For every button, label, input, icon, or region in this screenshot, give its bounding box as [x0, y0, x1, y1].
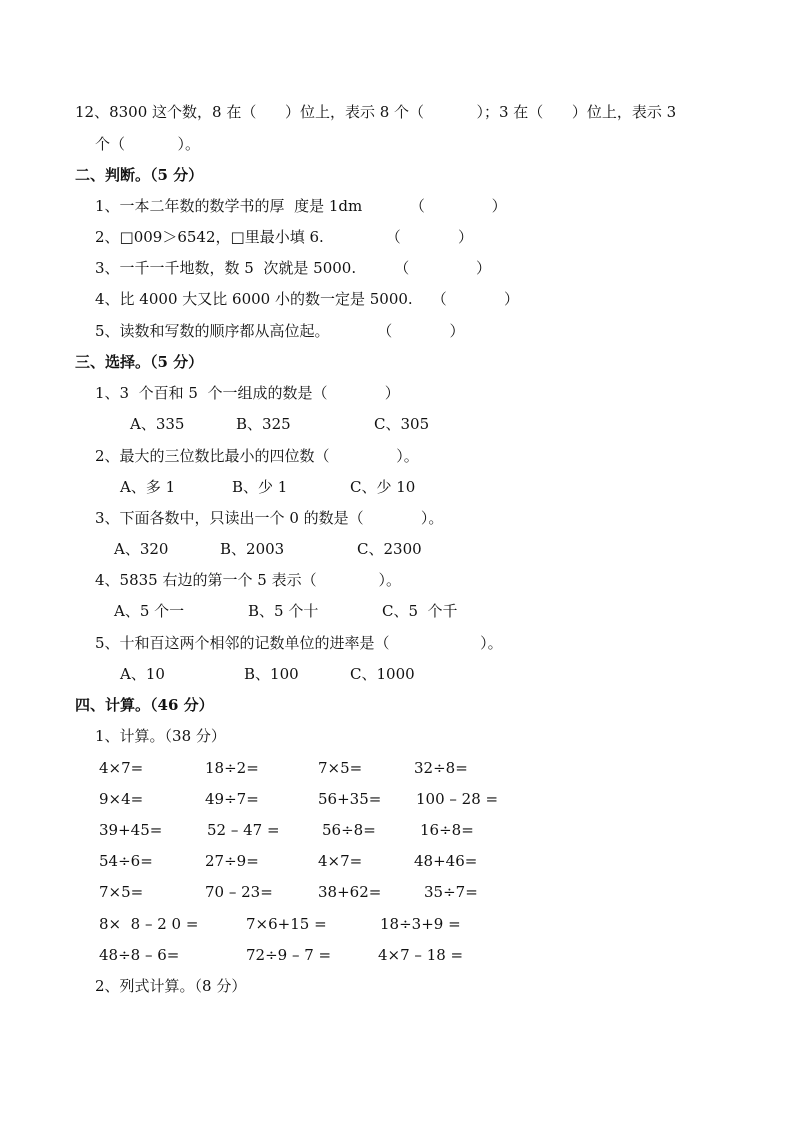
calc-r5-c1: 7×5=	[99, 883, 144, 901]
choice-5-option-a: A、10	[120, 665, 165, 683]
section-2-heading: 二、判断。（5 分）	[75, 166, 204, 184]
choice-3-option-a: A、320	[114, 540, 169, 558]
calc-r5-c3: 38+62=	[318, 883, 382, 901]
calc-r4-c2: 27÷9=	[205, 852, 259, 870]
choice-question-5: 5、十和百这两个相邻的记数单位的进率是（ ）。	[95, 634, 503, 652]
choice-question-3: 3、下面各数中，只读出一个 0 的数是（ ）。	[95, 509, 444, 527]
section-4-heading: 四、计算。（46 分）	[75, 696, 214, 714]
choice-1-option-c: C、305	[374, 415, 430, 433]
judge-item-5: 5、读数和写数的顺序都从高位起。 （ ）	[95, 322, 465, 340]
calc-r5-c2: 70 – 23=	[205, 883, 273, 901]
calc-r7-c3: 4×7 – 18 =	[378, 946, 464, 964]
calc-r3-c2: 52 – 47 =	[207, 821, 280, 839]
judge-item-1: 1、一本二年数的数学书的厚 度是 1dm （ ）	[95, 197, 507, 215]
choice-2-option-c: C、少 10	[350, 478, 416, 496]
question-12-line-1: 12、8300 这个数，8 在（ ）位上，表示 8 个（ ）；3 在（ ）位上，表示 3	[75, 103, 677, 121]
calc-r4-c3: 4×7=	[318, 852, 363, 870]
choice-3-option-b: B、2003	[220, 540, 285, 558]
choice-5-option-b: B、100	[244, 665, 299, 683]
choice-1-option-a: A、335	[130, 415, 185, 433]
calc-r2-c3: 56+35=	[318, 790, 382, 808]
calc-r7-c1: 48÷8 – 6=	[99, 946, 180, 964]
choice-4-option-a: A、5 个一	[114, 602, 185, 620]
question-12-line-2: 个（ ）。	[95, 135, 200, 153]
calc-r2-c4: 100 – 28 =	[416, 790, 499, 808]
choice-1-option-b: B、325	[236, 415, 291, 433]
choice-question-1: 1、3 个百和 5 个一组成的数是（ ）	[95, 384, 400, 402]
calc-r1-c4: 32÷8=	[414, 759, 468, 777]
choice-question-2: 2、最大的三位数比最小的四位数（ ）。	[95, 447, 419, 465]
calc-r1-c3: 7×5=	[318, 759, 363, 777]
calc-r5-c4: 35÷7=	[424, 883, 478, 901]
choice-question-4: 4、5835 右边的第一个 5 表示（ ）。	[95, 571, 402, 589]
choice-3-option-c: C、2300	[357, 540, 422, 558]
calc-r2-c1: 9×4=	[99, 790, 144, 808]
calc-r3-c3: 56÷8=	[322, 821, 376, 839]
choice-5-option-c: C、1000	[350, 665, 415, 683]
judge-item-4: 4、比 4000 大又比 6000 小的数一定是 5000. （ ）	[95, 290, 519, 308]
calc-r1-c2: 18÷2=	[205, 759, 259, 777]
calc-r4-c1: 54÷6=	[99, 852, 153, 870]
calc-r6-c3: 18÷3+9 =	[380, 915, 461, 933]
calc-r1-c1: 4×7=	[99, 759, 144, 777]
calc-r6-c1: 8× 8 – 2 0 =	[99, 915, 199, 933]
choice-2-option-a: A、多 1	[120, 478, 176, 496]
section-3-heading: 三、选择。（5 分）	[75, 353, 204, 371]
choice-4-option-b: B、5 个十	[248, 602, 319, 620]
calc-r6-c2: 7×6+15 =	[246, 915, 327, 933]
choice-2-option-b: B、少 1	[232, 478, 288, 496]
calc-r3-c4: 16÷8=	[420, 821, 474, 839]
judge-item-3: 3、一千一千地数，数 5 次就是 5000. （ ）	[95, 259, 492, 277]
calc-r2-c2: 49÷7=	[205, 790, 259, 808]
calc-r4-c4: 48+46=	[414, 852, 478, 870]
choice-4-option-c: C、5 个千	[382, 602, 458, 620]
calc-subheading-1: 1、计算。（38 分）	[95, 727, 226, 745]
judge-item-2: 2、□009＞6542，□里最小填 6. （ ）	[95, 228, 473, 246]
calc-subheading-2: 2、列式计算。（8 分）	[95, 977, 247, 995]
calc-r7-c2: 72÷9 – 7 =	[246, 946, 332, 964]
calc-r3-c1: 39+45=	[99, 821, 163, 839]
